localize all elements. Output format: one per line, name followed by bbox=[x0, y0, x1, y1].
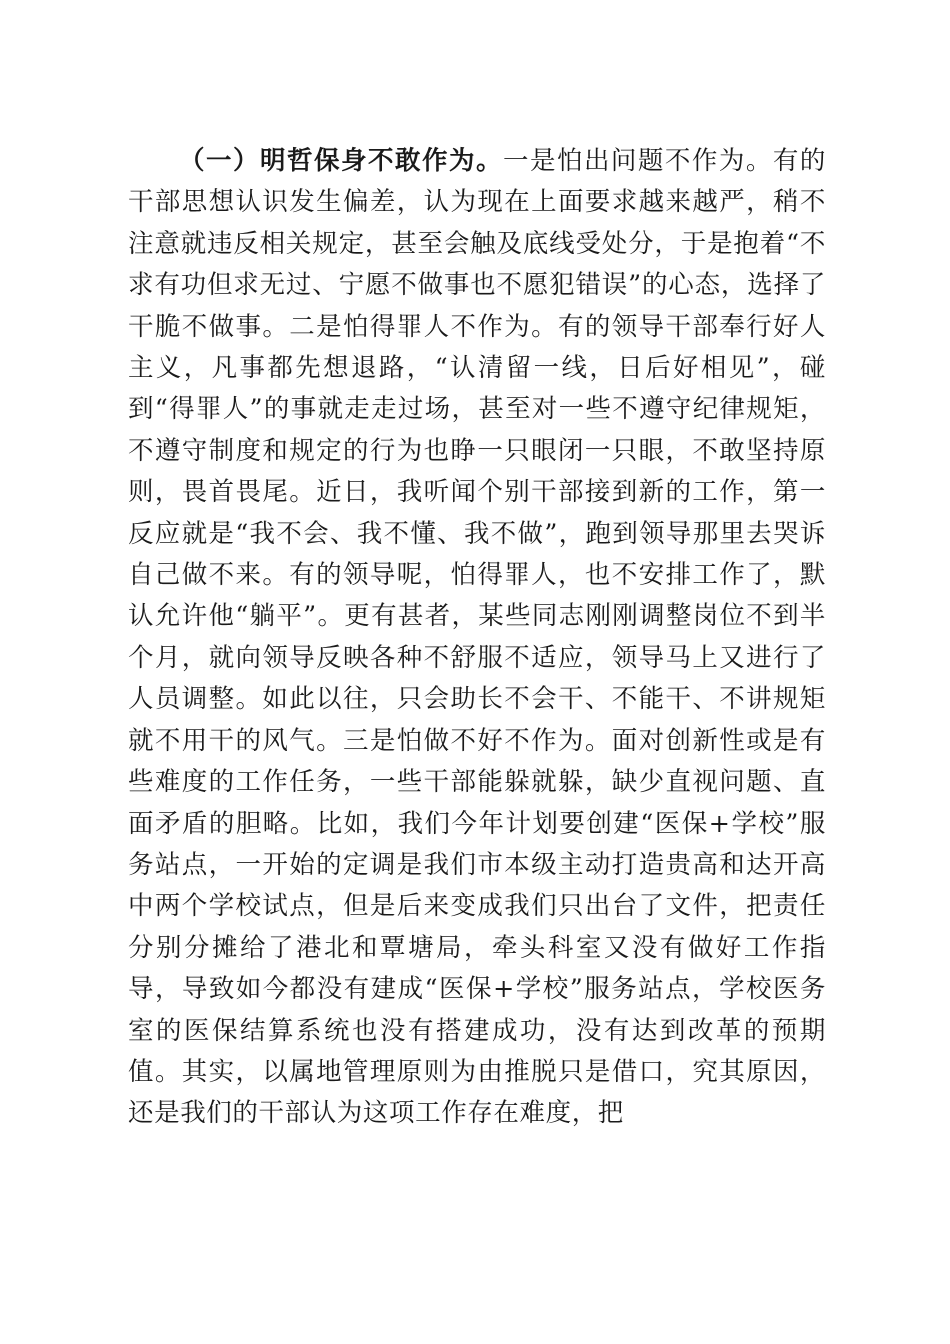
section-heading: （一）明哲保身不敢作为。 bbox=[179, 146, 503, 176]
body-paragraph bbox=[128, 141, 826, 1135]
paragraph-text: 一是怕出问题不作为。有的干部思想认识发生偏差，认为现在上面要求越来越严，稍不注意就违反相关规定，甚至会触及底线受处分，于是抱着“不求有功但求无过、宁愿不做事也不愿犯错误”的心态，选择了干脆不做事。二是怕得罪人不作为。有的领导干部奉行好人主义，凡事都先想退路，“认清留一线，日后好相见”，碰到“得罪人”的事就走走过场，甚至对一些不遵守纪律规矩，不遵守制度和规定的行为也睁一只眼闭一只眼，不敢坚持原则，畏首畏尾。近日，我听闻个别干部接到新的工作，第一反应就是“我不会、我不懂、我不做”，跑到领导那里去哭诉自己做不来。有的领导呢，怕得罪人，也不安排工作了，默认允许他“躺平”。更有甚者，某些同志刚刚调整岗位不到半个月，就向领导反映各种不舒服不适应，领导马上又进行了人员调整。如此以往，只会助长不会干、不能干、不讲规矩就不用干的风气。三是怕做不好不作为。面对创新性或是有些难度的工作任务，一些干部能躲就躲，缺少直视问题、直面矛盾的胆略。比如，我们今年计划要创建“医保+学校”服务站点，一开始的定调是我们市本级主动打造贵高和达开高中两个学校试点，但是后来变成我们只出台了文件，把责任分别分摊给了港北和覃塘局，牵头科室又没有做好工作指导，导致如今都没有建成“医保+学校”服务站点，学校医务室的医保结算系统也没有搭建成功，没有达到改革的预期值。其实，以属地管理原则为由推脱只是借口，究其原因，还是我们的干部认为这项工作存在难度，把 bbox=[128, 146, 827, 1129]
